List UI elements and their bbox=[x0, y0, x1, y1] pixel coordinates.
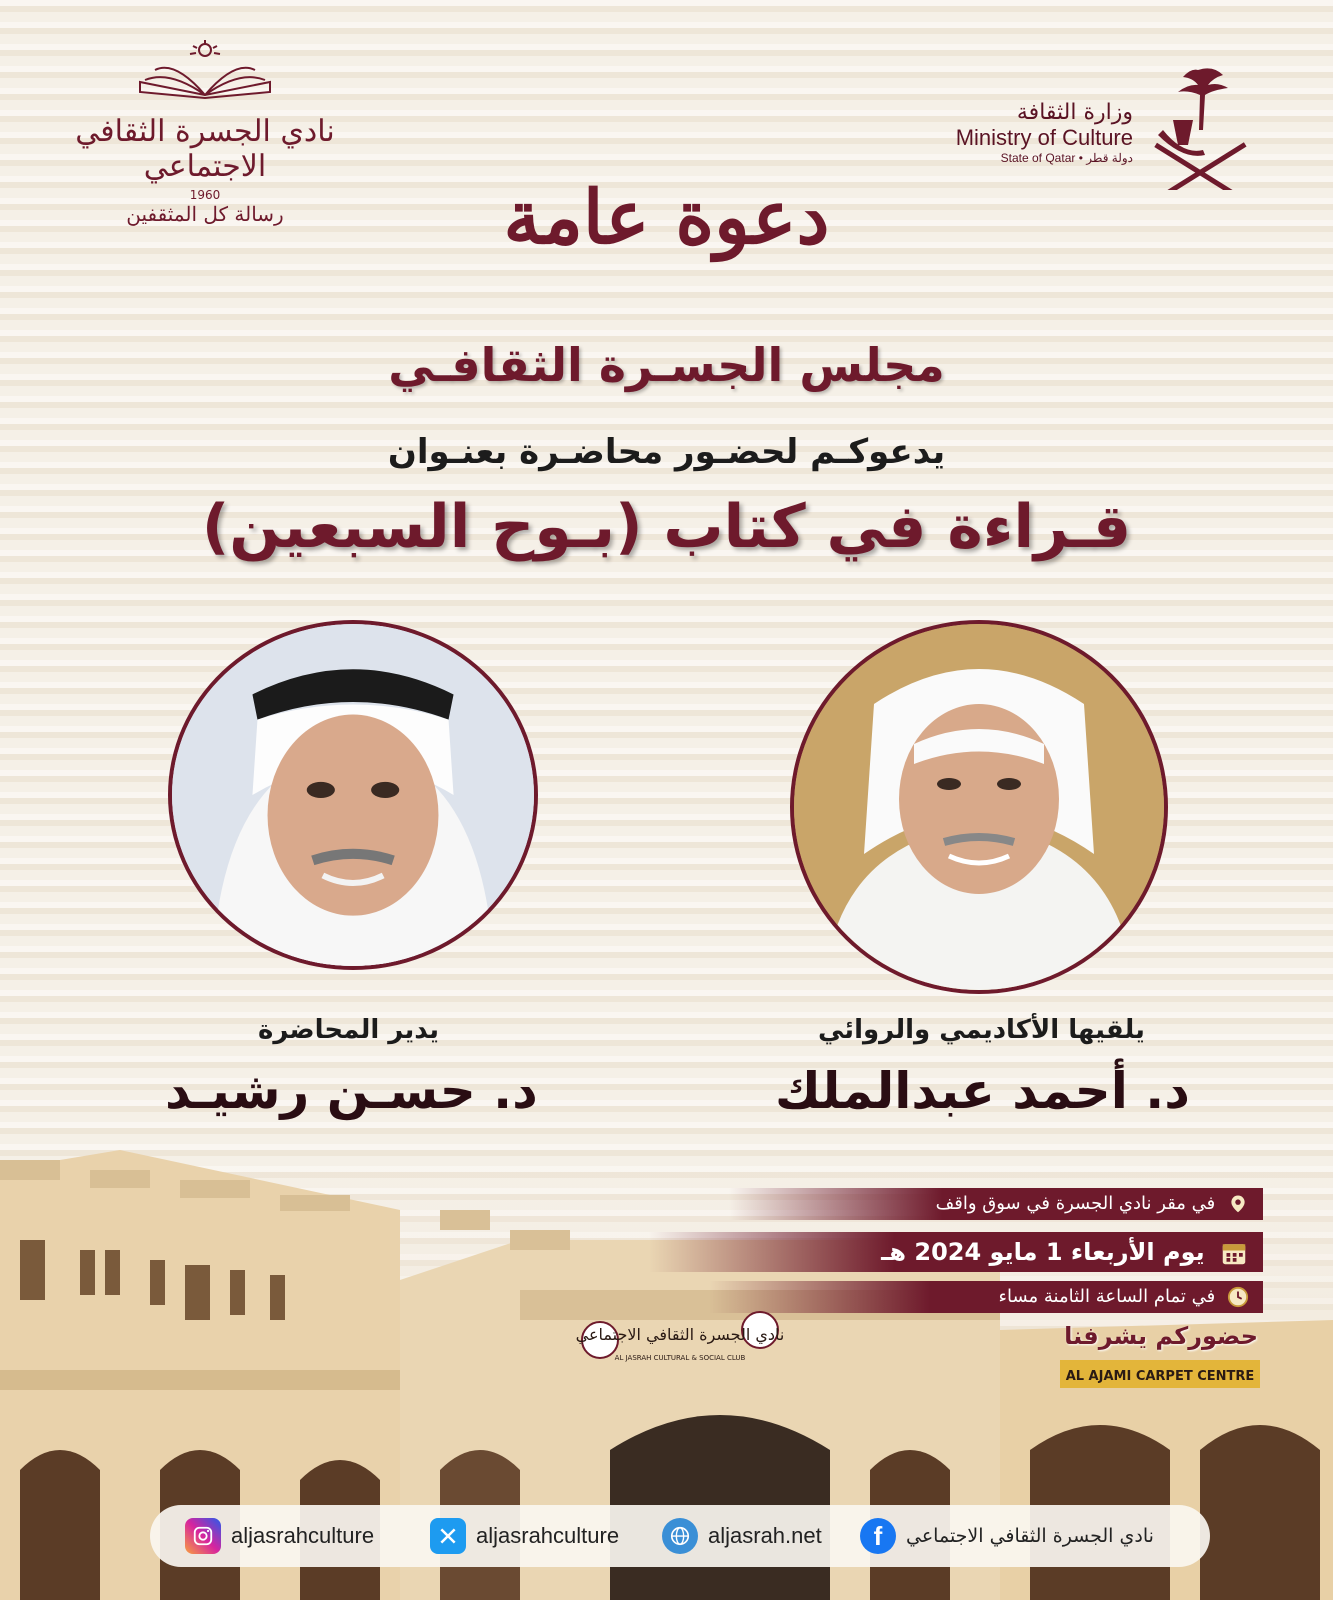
social-links-bar bbox=[150, 1505, 1210, 1567]
date-bar bbox=[649, 1232, 1263, 1272]
instagram-icon bbox=[185, 1518, 221, 1554]
facebook-link[interactable] bbox=[860, 1518, 1154, 1554]
club-name: نادي الجسرة الثقافي الاجتماعي bbox=[75, 114, 335, 184]
facebook-page: نادي الجسرة الثقافي الاجتماعي bbox=[906, 1525, 1154, 1547]
club-year: 1960 bbox=[189, 188, 221, 202]
lecturer-name: د. أحمد عبدالملك bbox=[775, 1062, 1190, 1120]
time-text: في تمام الساعة الثامنة مساء bbox=[998, 1286, 1216, 1307]
website-link[interactable] bbox=[662, 1518, 822, 1554]
club-sign-en: AL JASRAH CULTURAL & SOCIAL CLUB bbox=[614, 1354, 746, 1362]
instagram-handle: aljasrahculture bbox=[231, 1523, 375, 1548]
lecture-title: قـراءة في كتاب (بـوح السبعين) bbox=[201, 492, 1132, 562]
location-bar bbox=[729, 1188, 1263, 1220]
qatar-emblem-icon bbox=[1143, 60, 1258, 190]
facebook-icon: f bbox=[860, 1518, 896, 1554]
lecturer-photo bbox=[794, 624, 1164, 990]
host-name: مجلس الجسـرة الثقافـي bbox=[388, 338, 945, 392]
book-logo-icon bbox=[130, 40, 280, 100]
moderator-portrait bbox=[168, 620, 538, 970]
x-handle: aljasrahculture bbox=[476, 1523, 620, 1548]
instagram-link[interactable] bbox=[185, 1518, 374, 1554]
lecturer-role: يلقيها الأكاديمي والروائي bbox=[818, 1015, 1145, 1045]
shop-sign: AL AJAMI CARPET CENTRE bbox=[1065, 1369, 1255, 1384]
invite-line: يدعوكـم لحضـور محاضـرة بعنـوان bbox=[387, 432, 946, 472]
location-pin-icon bbox=[1227, 1193, 1249, 1215]
welcome-text: حضوركم يشرفنا bbox=[1064, 1322, 1258, 1350]
lecturer-portrait bbox=[790, 620, 1168, 994]
club-slogan: رسالة كل المثقفين bbox=[126, 202, 284, 226]
ministry-name-en: Ministry of Culture bbox=[955, 125, 1133, 150]
location-text: في مقر نادي الجسرة في سوق واقف bbox=[935, 1193, 1216, 1214]
moderator-name: د. حسـن رشيـد bbox=[165, 1062, 538, 1120]
moderator-role: يدير المحاضرة bbox=[258, 1015, 440, 1045]
globe-icon bbox=[662, 1518, 698, 1554]
time-bar bbox=[709, 1281, 1263, 1313]
invitation-heading: دعوة عامة bbox=[503, 175, 830, 261]
x-icon bbox=[430, 1518, 466, 1554]
calendar-icon bbox=[1219, 1238, 1249, 1268]
x-link[interactable] bbox=[430, 1518, 619, 1554]
ministry-logo bbox=[918, 60, 1258, 190]
date-text: يوم الأربعاء 1 مايو 2024 هـ bbox=[881, 1238, 1205, 1266]
clock-icon bbox=[1227, 1286, 1249, 1308]
moderator-photo bbox=[172, 624, 534, 966]
club-sign: نادي الجسرة الثقافي الاجتماعي bbox=[575, 1325, 785, 1344]
ministry-name-ar: وزارة الثقافة bbox=[1016, 100, 1133, 125]
website-url: aljasrah.net bbox=[708, 1523, 822, 1548]
ministry-state: State of Qatar • دولة قطر bbox=[1000, 151, 1133, 165]
